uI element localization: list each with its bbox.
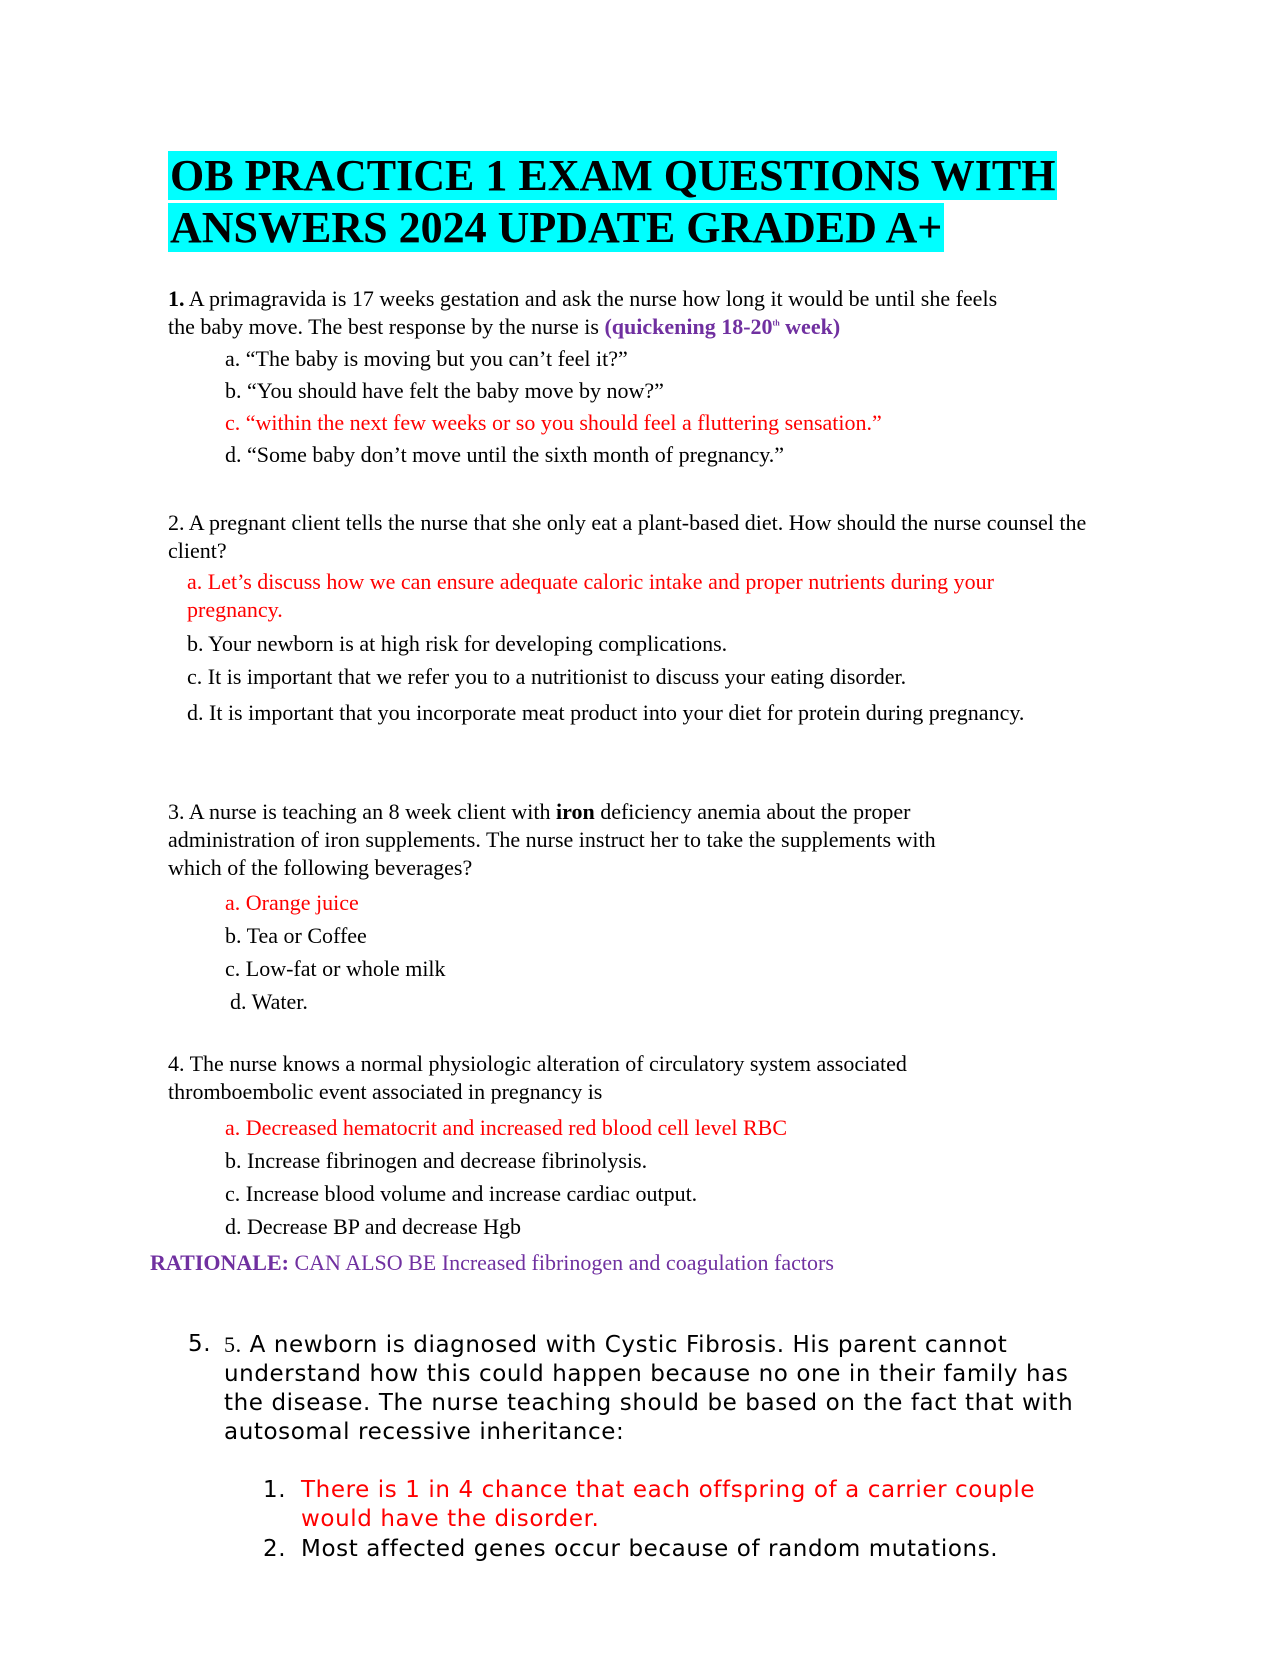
- question-5-option-1-number: 1.: [263, 1477, 287, 1503]
- question-5-option-2: [263, 1535, 1123, 1564]
- question-1-option-b: b. “You should have felt the baby move by now?”: [225, 378, 664, 403]
- question-3-option-b: b. Tea or Coffee: [225, 923, 367, 948]
- question-2-option-d: d. It is important that you incorporate meat product into your diet for protein during pregnancy.: [187, 700, 1025, 725]
- question-5-option-2-text: Most affected genes occur because of random mutations.: [301, 1536, 999, 1562]
- question-1-option-d: d. “Some baby don’t move until the sixth month of pregnancy.”: [225, 442, 785, 467]
- question-3-emphasis: iron: [555, 799, 595, 824]
- title-line-1: OB PRACTICE 1 EXAM QUESTIONS WITH: [170, 151, 1056, 200]
- question-1-stem: [168, 285, 1028, 341]
- question-1-number: 1.: [168, 286, 185, 311]
- question-4-option-a-answer: a. Decreased hematocrit and increased red blood cell level RBC: [225, 1115, 787, 1140]
- question-5-stem: 5. A newborn is diagnosed with Cystic Fibrosis. His parent cannot understand how this could happen because no one in their family has the disease. The nurse teaching should be based on the fact that with autosomal recessive inheritance:: [224, 1332, 1074, 1445]
- question-2-option-c: c. It is important that we refer you to a nutritionist to discuss your eating disorder.: [187, 664, 907, 689]
- question-3-option-a-answer: a. Orange juice: [225, 890, 359, 915]
- question-4-option-c: c. Increase blood volume and increase cardiac output.: [225, 1181, 698, 1206]
- question-4-stem: 4. The nurse knows a normal physiologic alteration of circulatory system associated thromboembolic event associated in pregnancy is: [168, 1051, 907, 1104]
- question-2-option-b: b. Your newborn is at high risk for developing complications.: [187, 631, 728, 656]
- question-3-option-c: c. Low-fat or whole milk: [225, 956, 446, 981]
- question-5: [188, 1330, 1088, 1447]
- question-4-option-b: b. Increase fibrinogen and decrease fibrinolysis.: [225, 1148, 648, 1173]
- question-5-option-1-text: There is 1 in 4 chance that each offspring of a carrier couple would have the disorder.: [301, 1477, 1036, 1532]
- title-line-2: ANSWERS 2024 UPDATE GRADED A+: [170, 203, 943, 252]
- rationale-label: RATIONALE:: [150, 1250, 289, 1275]
- question-2-stem: 2. A pregnant client tells the nurse that she only eat a plant-based diet. How should the nurse counsel the client?: [168, 510, 1087, 563]
- rationale: [150, 1249, 870, 1277]
- question-5-option-1-answer: [263, 1476, 1083, 1534]
- question-3-option-d: d. Water.: [230, 989, 308, 1014]
- question-1-text: A primagravida is 17 weeks gestation and ask the nurse how long it would be until she feels the baby move. The best response by the nurse is: [168, 286, 998, 339]
- document-title: [168, 150, 1057, 254]
- question-4-option-d: d. Decrease BP and decrease Hgb: [225, 1214, 522, 1239]
- rationale-text: CAN ALSO BE Increased fibrinogen and coagulation factors: [288, 1250, 834, 1275]
- question-1-hint: (quickening 18-20th week): [604, 314, 841, 339]
- question-1-option-c-answer: c. “within the next few weeks or so you should feel a fluttering sensation.”: [225, 410, 882, 435]
- question-5-option-2-number: 2.: [263, 1536, 287, 1562]
- question-3-stem: 3. A nurse is teaching an 8 week client with iron deficiency anemia about the proper administration of iron supplements. The nurse instruct her to take the supplements with which of the following beverages?: [168, 799, 936, 880]
- question-5-list-number: 5.: [188, 1331, 212, 1357]
- question-1-option-a: a. “The baby is moving but you can’t feel it?”: [225, 346, 628, 371]
- question-2-option-a-answer: a. Let’s discuss how we can ensure adequate caloric intake and proper nutrients during your pregnancy.: [187, 569, 995, 622]
